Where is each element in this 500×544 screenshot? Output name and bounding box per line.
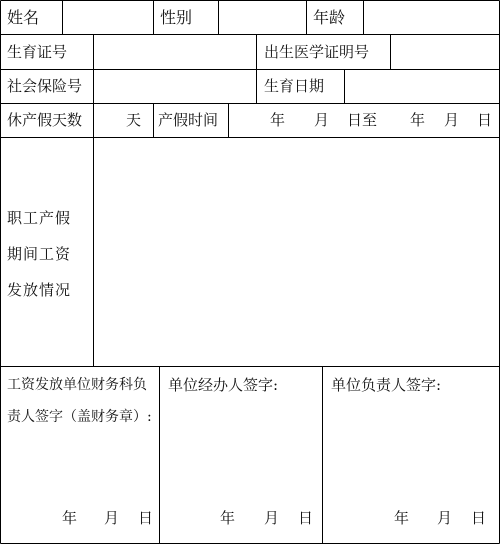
director-sign-day: 日 xyxy=(471,509,487,527)
director-sign-area[interactable] xyxy=(323,400,499,505)
age-label: 年龄 xyxy=(313,8,346,27)
finance-sign-area[interactable] xyxy=(1,430,159,510)
wage-label-block xyxy=(7,200,71,308)
finance-sign-month: 月 xyxy=(104,509,120,527)
period-month-end: 月 xyxy=(444,111,460,129)
birth-cert-field[interactable] xyxy=(94,35,256,69)
finance-sign-label-line2: 责人签字（盖财务章）: xyxy=(7,409,152,425)
age-field[interactable] xyxy=(364,1,499,34)
finance-sign-label-line1: 工资发放单位财务科负 xyxy=(7,377,147,393)
birth-date-field[interactable] xyxy=(345,70,499,103)
birth-cert-label: 生育证号 xyxy=(7,43,68,61)
period-year: 年 xyxy=(270,111,286,129)
social-insurance-field[interactable] xyxy=(94,70,256,103)
wage-label-line2: 期间工资 xyxy=(7,245,72,263)
handler-sign-area[interactable] xyxy=(160,400,322,505)
social-insurance-label: 社会保险号 xyxy=(7,77,83,95)
director-sign-month: 月 xyxy=(437,509,453,527)
handler-sign-day: 日 xyxy=(298,509,314,527)
wage-details-area[interactable] xyxy=(94,138,499,366)
director-sign-year: 年 xyxy=(394,509,410,527)
wage-label-line1: 职工产假 xyxy=(7,209,72,227)
gender-field[interactable] xyxy=(219,1,306,34)
handler-sign-month: 月 xyxy=(264,509,280,527)
period-day-to: 日至 xyxy=(347,111,378,129)
gender-label: 性别 xyxy=(160,8,193,27)
director-sign-label: 单位负责人签字: xyxy=(331,376,442,394)
days-unit: 天 xyxy=(126,111,142,129)
name-field[interactable] xyxy=(63,1,153,34)
finance-sign-day: 日 xyxy=(138,509,154,527)
medical-cert-field[interactable] xyxy=(391,35,499,69)
wage-label-line3: 发放情况 xyxy=(7,281,72,299)
name-label: 姓名 xyxy=(7,8,40,27)
handler-sign-year: 年 xyxy=(220,509,236,527)
period-year-end: 年 xyxy=(410,111,426,129)
birth-date-label: 生育日期 xyxy=(264,77,325,95)
medical-cert-label: 出生医学证明号 xyxy=(264,43,370,61)
handler-sign-label: 单位经办人签字: xyxy=(168,376,279,394)
period-day-end: 日 xyxy=(477,111,493,129)
period-month: 月 xyxy=(314,111,330,129)
leave-period-label: 产假时间 xyxy=(158,111,219,129)
finance-sign-year: 年 xyxy=(62,509,78,527)
leave-days-label: 休产假天数 xyxy=(7,111,83,129)
